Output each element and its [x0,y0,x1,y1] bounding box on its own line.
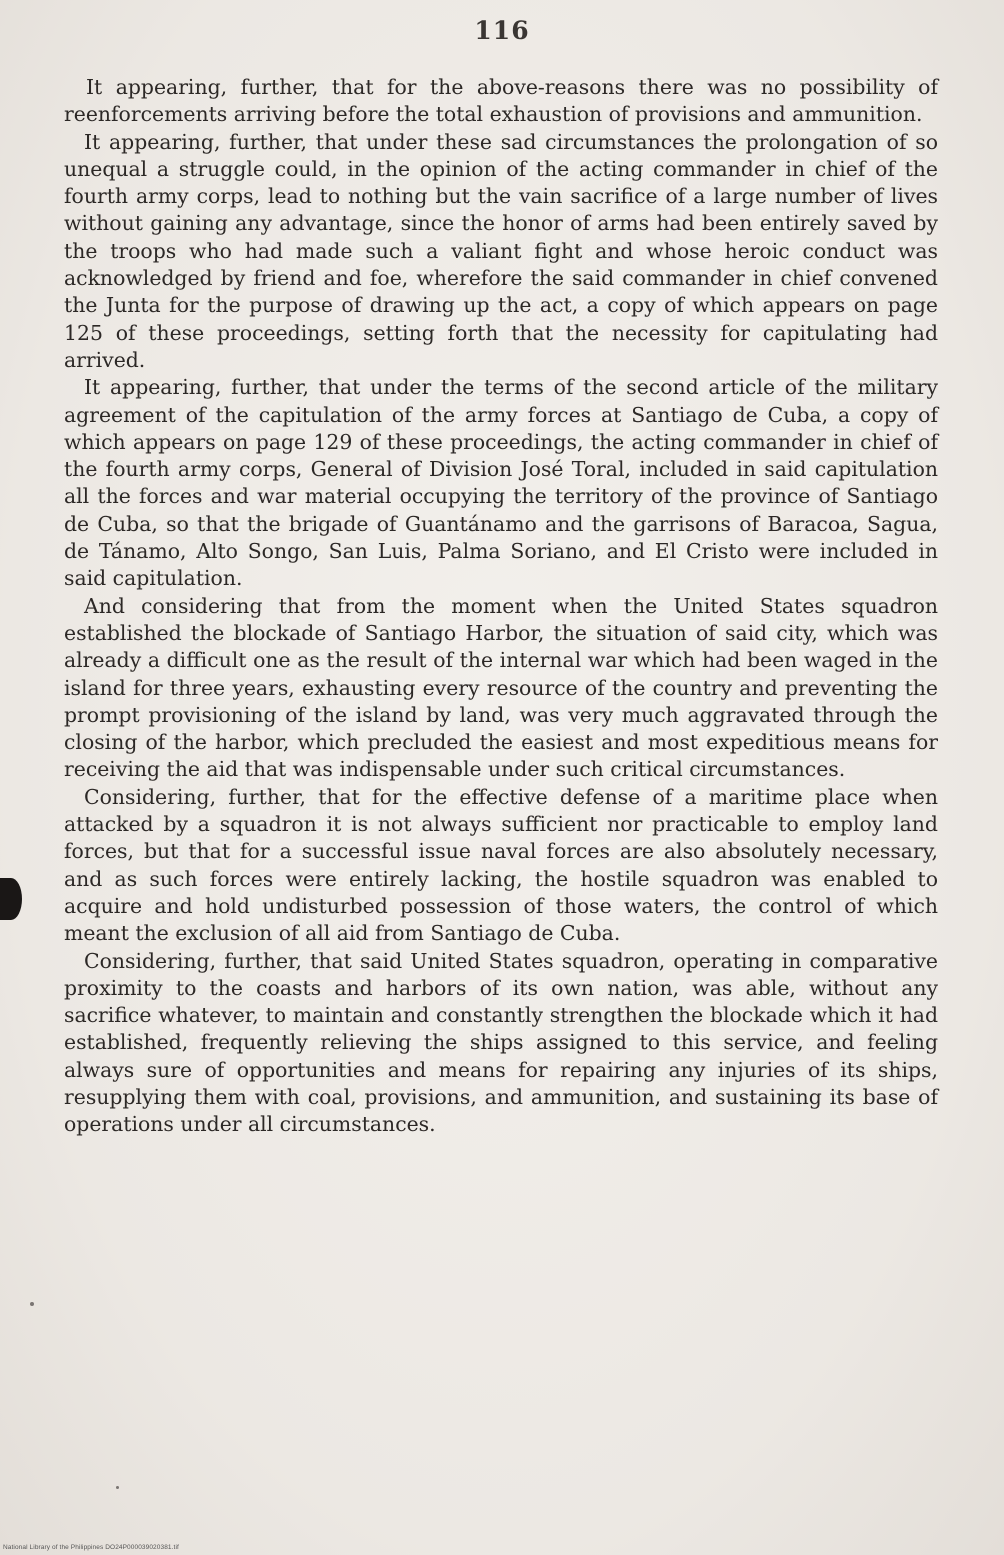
speck [116,1486,119,1489]
paragraph-1: It appearing, further, that for the above-reasons there was no possibility of reenforcements arriving before the total exhaustion of provisions and ammunition. [64,75,938,127]
ink-smudge [0,878,22,920]
paragraph-4: And considering that from the moment when the United States squadron established the blockade of Santiago Harbor, the situation of said city, which was already a difficult one as the result of the internal war which had been waged in the island for three years, exhausting every resource of the country and preventing the prompt provisioning of the island by land, was very much aggravated through the closing of the harbor, which precluded the easiest and most expeditious means for receiving the aid that was indispensable under such critical circumstances. [64,593,938,782]
paragraph-3: It appearing, further, that under the terms of the second article of the military agreement of the capitulation of the army forces at Santiago de Cuba, a copy of which appears on page 129 of these proceedings, the acting commander in chief of the fourth army corps, General of Division José Toral, included in said capitulation all the forces and war material occupying the territory of the province of Santiago de Cuba, so that the brigade of Guantánamo and the garrisons of Baracoa, Sagua, de Tánamo, Alto Songo, San Luis, Palma Soriano, and El Cristo were included in said capitulation. [64,375,938,591]
speck [30,1302,34,1306]
scan-footer: National Library of the Philippines DO24P000039020381.tif [3,1544,179,1551]
body-text [64,74,938,1139]
paragraph-2: It appearing, further, that under these sad circumstances the prolongation of so unequal a struggle could, in the opinion of the acting commander in chief of the fourth army corps, lead to nothing but the vain sacrifice of a large number of lives without gaining any advantage, since the honor of arms had been entirely saved by the troops who had made such a valiant fight and whose heroic conduct was acknowledged by friend and foe, wherefore the said commander in chief convened the Junta for the purpose of drawing up the act, a copy of which appears on page 125 of these proceedings, setting forth that the necessity for capitulating had arrived. [64,129,938,372]
paragraph-6: Considering, further, that said United States squadron, operating in comparative proximity to the coasts and harbors of its own nation, was able, without any sacrifice whatever, to maintain and constantly strengthen the blockade which it had established, frequently relieving the ships assigned to this service, and feeling always sure of opportunities and means for repairing any injuries of its ships, resupplying them with coal, provisions, and ammunition, and sustaining its base of operations under all circumstances. [64,948,938,1137]
page-number: 116 [474,16,530,45]
paragraph-5: Considering, further, that for the effective defense of a maritime place when attacked by a squadron it is not always sufficient nor practicable to employ land forces, but that for a successful issue naval forces are also absolutely necessary, and as such forces were entirely lacking, the hostile squadron was enabled to acquire and hold undisturbed possession of those waters, the control of which meant the exclusion of all aid from Santiago de Cuba. [64,784,938,946]
